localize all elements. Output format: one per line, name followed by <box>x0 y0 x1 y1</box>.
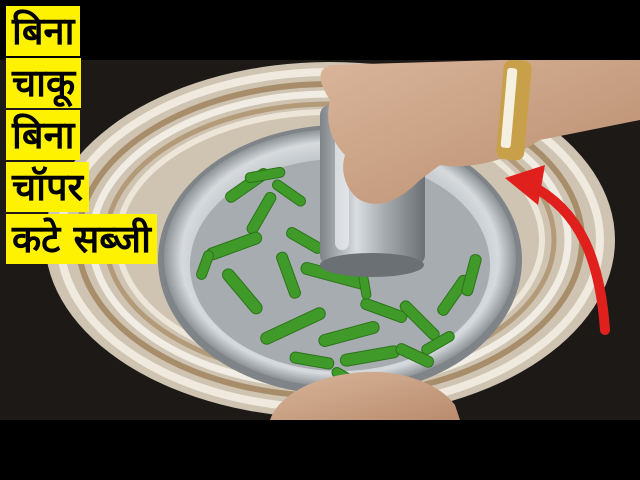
caption-line-1: बिना <box>6 6 80 56</box>
caption-line-4: चॉपर <box>6 162 89 212</box>
caption-line-5: कटे सब्जी <box>6 214 157 264</box>
caption-line-2: चाकू <box>6 58 81 108</box>
caption-line-3: बिना <box>6 110 80 160</box>
hindi-caption <box>6 6 236 264</box>
